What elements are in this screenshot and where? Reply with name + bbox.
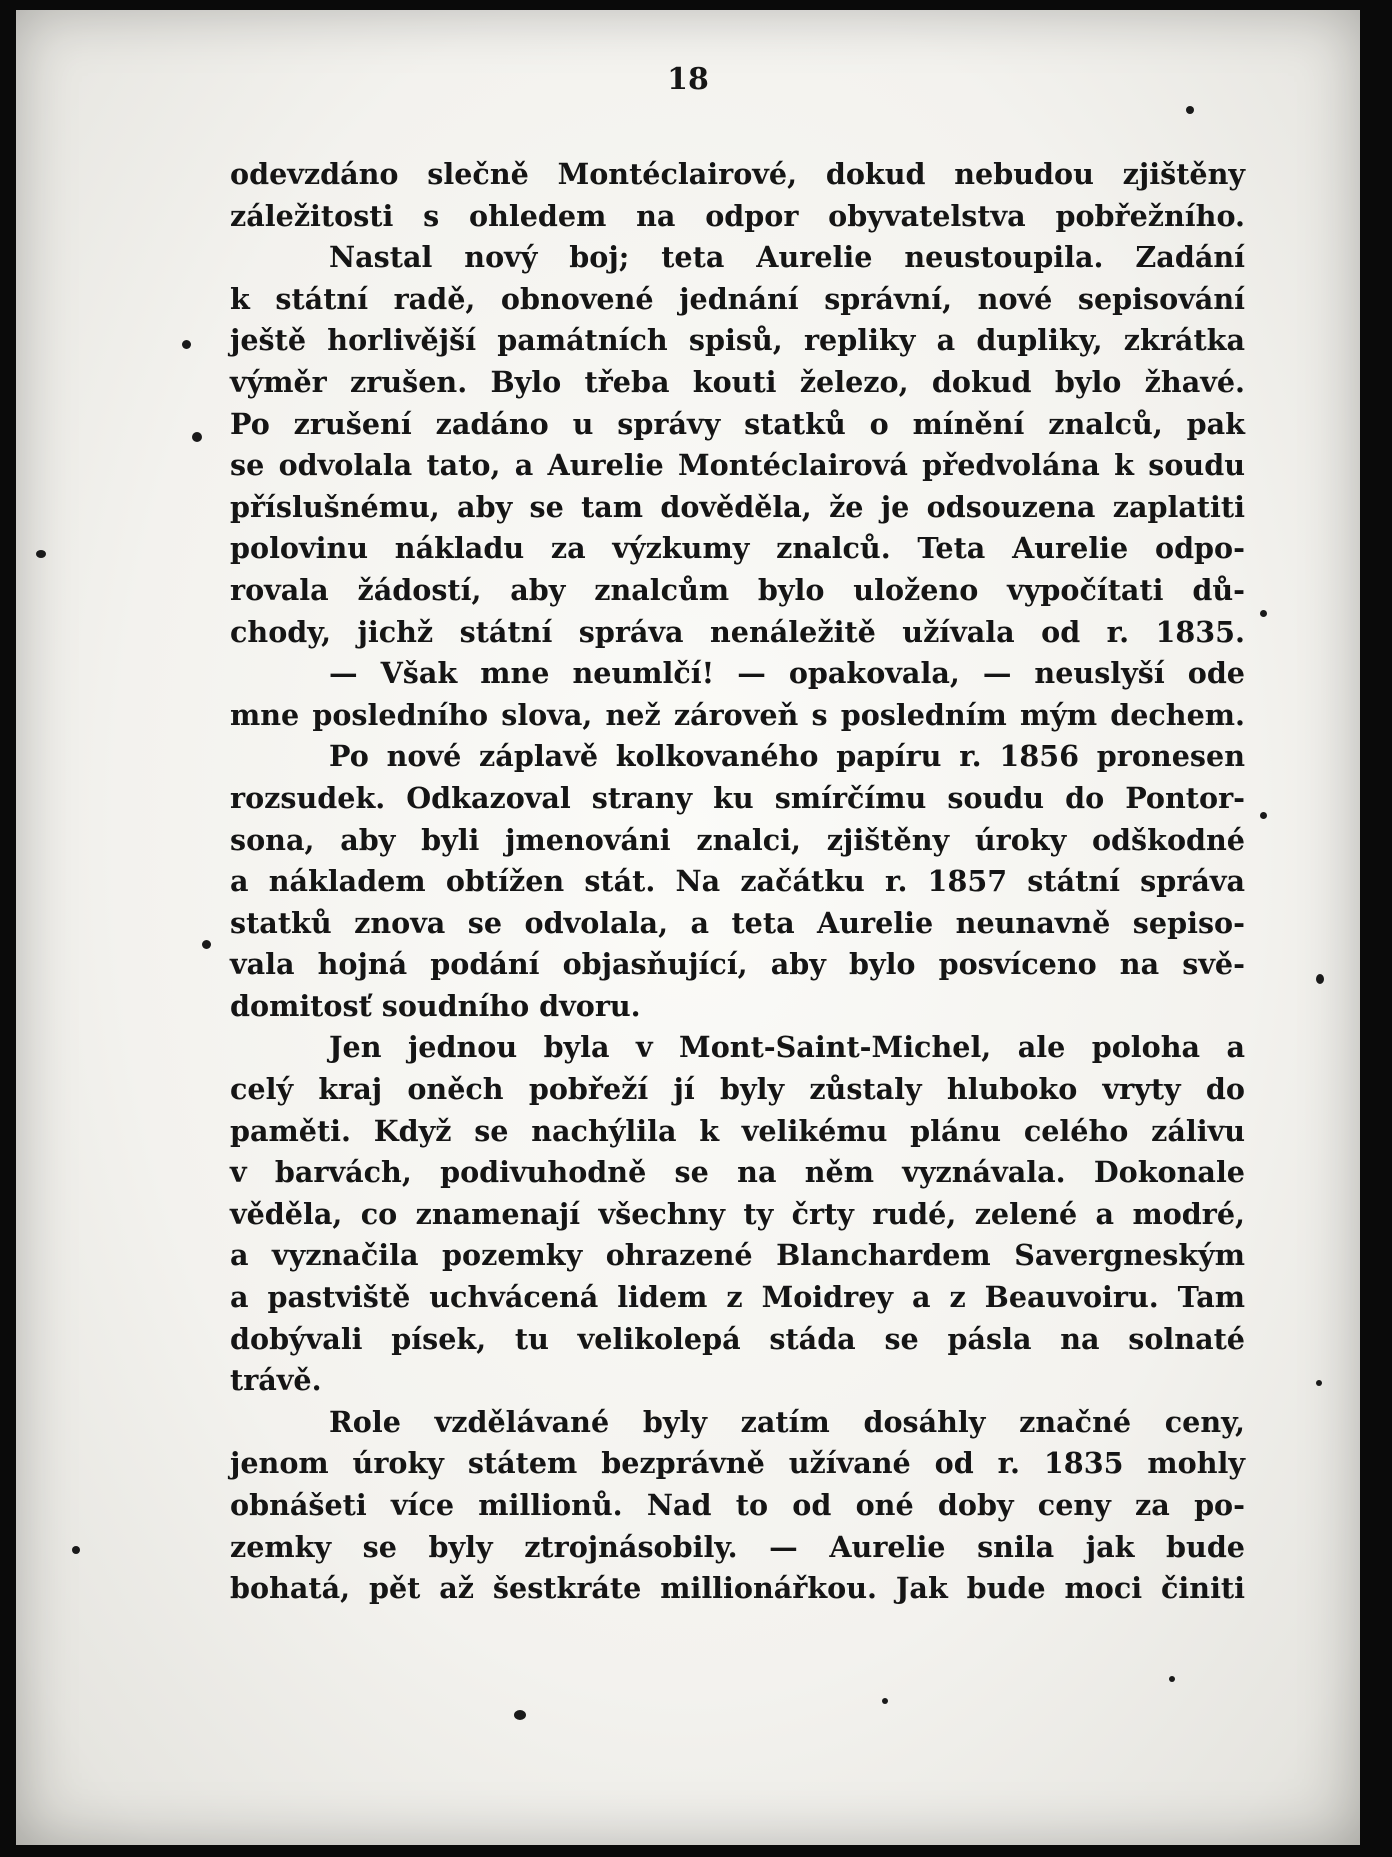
text-line: zemky se byly ztrojnásobily. — Aurelie snila jak bude: [230, 1529, 1245, 1564]
book-page: [16, 10, 1360, 1845]
scan-speck: [202, 940, 211, 949]
text-line: bohatá, pět až šestkráte millionářkou. Jak bude moci činiti: [230, 1571, 1245, 1606]
text-line: odevzdáno slečně Montéclairové, dokud nebudou zjištěny: [230, 157, 1245, 191]
text-line: a pastviště uchvácená lidem z Moidrey a z Beauvoiru. Tam: [230, 1280, 1245, 1315]
text-line: rozsudek. Odkazoval strany ku smírčímu soudu do Pontor-: [230, 780, 1245, 815]
text-line: dobývali písek, tu velikolepá stáda se pásla na solnaté: [230, 1321, 1245, 1356]
scan-speck: [1260, 812, 1267, 819]
scan-speck: [514, 1710, 526, 1720]
text-line: rovala žádostí, aby znalcům bylo uloženo vypočítati dů-: [230, 572, 1245, 607]
text-line: se odvolala tato, a Aurelie Montéclairová předvolána k soudu: [230, 448, 1245, 483]
text-line: paměti. Když se nachýlila k velikému plánu celého zálivu: [230, 1113, 1245, 1148]
scan-speck: [182, 340, 191, 349]
text-line: — Však mne neumlčí! — opakovala, — neuslyší ode: [329, 656, 1245, 691]
body-text: [230, 154, 1245, 1610]
text-line: věděla, co znamenají všechny ty črty rudé, zelené a modré,: [230, 1196, 1245, 1231]
text-line: Nastal nový boj; teta Aurelie neustoupila. Zadání: [329, 240, 1245, 275]
scan-speck: [192, 432, 202, 442]
text-line: trávě.: [230, 1363, 322, 1398]
text-line: chody, jichž státní správa nenáležitě užívala od r. 1835.: [230, 614, 1245, 649]
text-line: statků znova se odvolala, a teta Aurelie neunavně sepiso-: [230, 905, 1245, 940]
text-line: polovinu nákladu za výzkumy znalců. Teta Aurelie odpo-: [230, 531, 1245, 566]
text-line: k státní radě, obnovené jednání správní, nové sepisování: [230, 281, 1245, 316]
page-number: 18: [667, 62, 709, 97]
scan-speck: [36, 550, 46, 558]
text-line: sona, aby byli jmenováni znalci, zjištěny úroky odškodné: [230, 822, 1245, 857]
text-line: ještě horlivější památních spisů, repliky a dupliky, zkrátka: [230, 323, 1245, 358]
text-line: celý kraj oněch pobřeží jí byly zůstaly hluboko vryty do: [230, 1072, 1245, 1107]
text-line: příslušnému, aby se tam dověděla, že je odsouzena zaplatiti: [230, 489, 1245, 524]
text-line: obnášeti více millionů. Nad to od oné doby ceny za po-: [230, 1488, 1245, 1522]
text-line: jenom úroky státem bezprávně užívané od r. 1835 mohly: [230, 1446, 1245, 1481]
text-line: Jen jednou byla v Mont-Saint-Michel, ale poloha a: [329, 1030, 1245, 1065]
text-line: výměr zrušen. Bylo třeba kouti železo, dokud bylo žhavé.: [230, 364, 1245, 399]
scan-speck: [1316, 974, 1324, 984]
scan-speck: [1169, 1676, 1175, 1682]
text-line: a nákladem obtížen stát. Na začátku r. 1857 státní správa: [230, 864, 1245, 899]
scan-speck: [1316, 1380, 1322, 1386]
scan-speck: [72, 1546, 80, 1554]
text-line: Po zrušení zadáno u správy statků o mínění znalců, pak: [230, 406, 1245, 441]
text-line: Role vzdělávané byly zatím dosáhly značné ceny,: [329, 1404, 1245, 1439]
text-line: v barvách, podivuhodně se na něm vyznávala. Dokonale: [230, 1155, 1245, 1190]
scan-speck: [882, 1698, 888, 1704]
text-line: Po nové záplavě kolkovaného papíru r. 1856 pronesen: [329, 739, 1245, 774]
scan-speck: [1186, 106, 1194, 114]
text-line: vala hojná podání objasňující, aby bylo posvíceno na svě-: [230, 947, 1245, 982]
text-line: a vyznačila pozemky ohrazené Blanchardem Savergneským: [230, 1238, 1245, 1273]
text-line: mne posledního slova, než zároveň s posledním mým dechem.: [230, 697, 1245, 732]
text-line: domitosť soudního dvoru.: [230, 988, 641, 1023]
text-line: záležitosti s ohledem na odpor obyvatelstva pobřežního.: [230, 198, 1245, 233]
scan-speck: [1260, 610, 1267, 617]
